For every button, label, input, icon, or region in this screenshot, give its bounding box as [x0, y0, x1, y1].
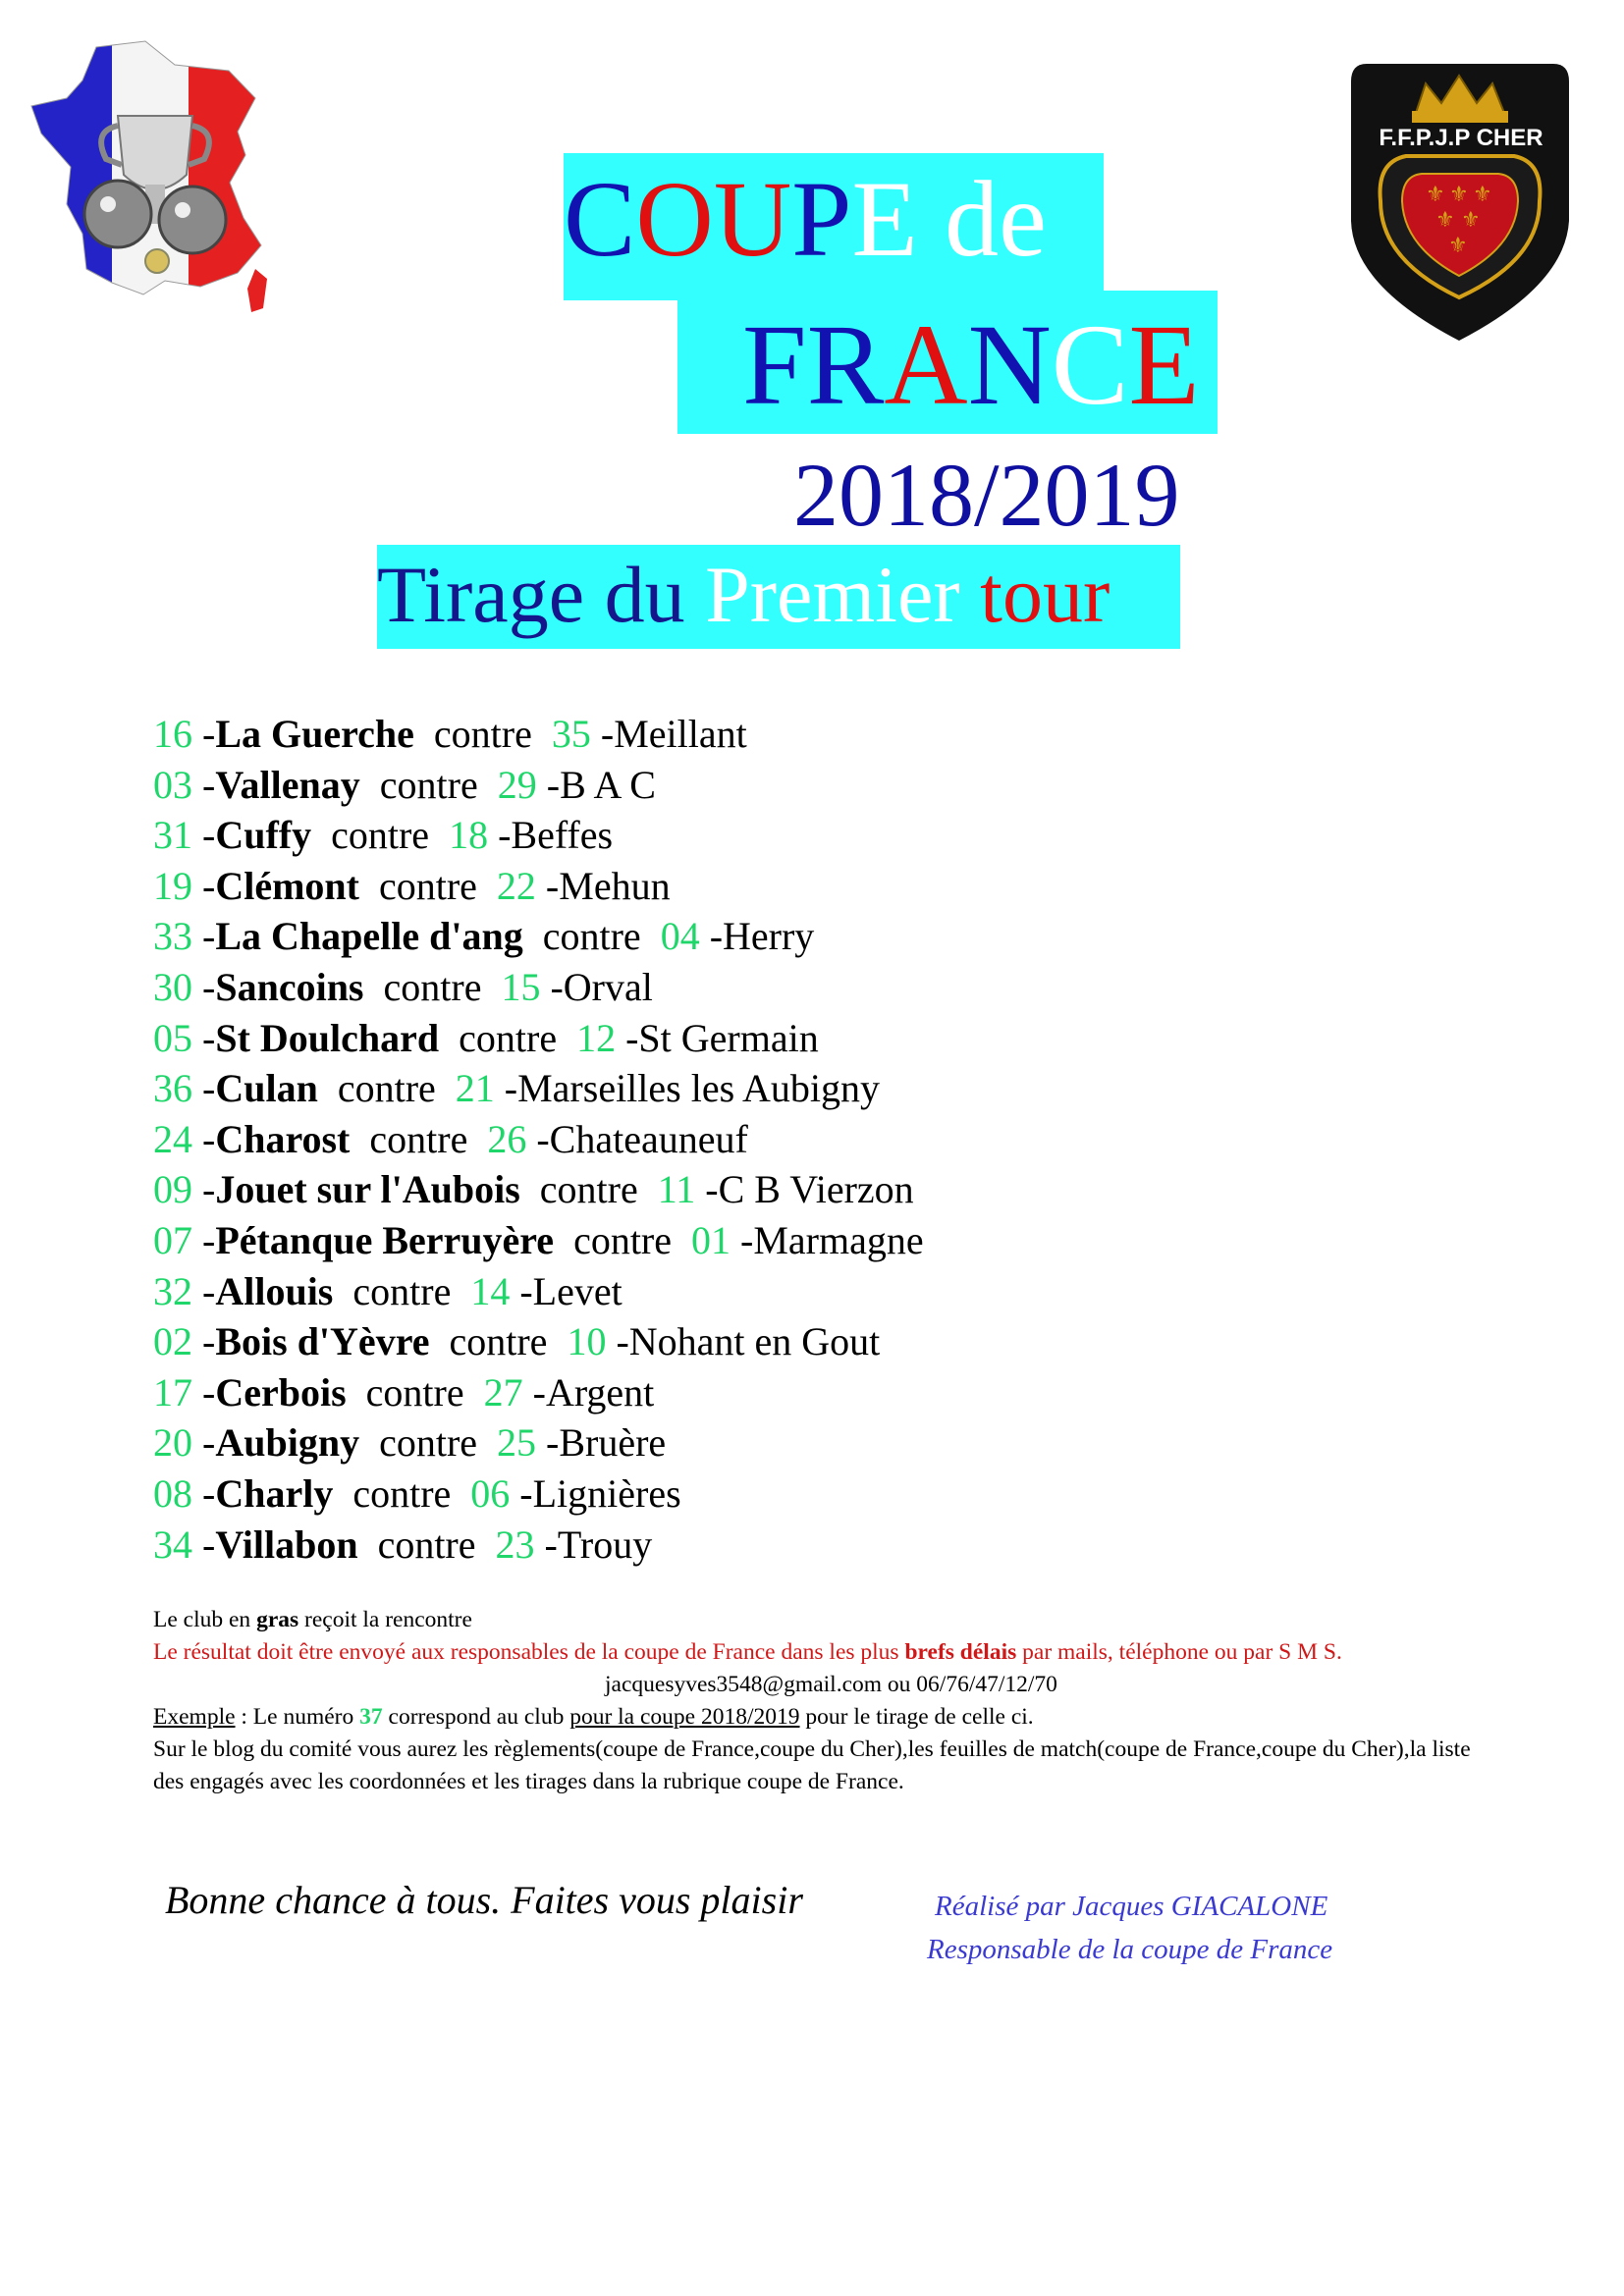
match-row: 33 -La Chapelle d'ang contre 04 -Herry [153, 914, 815, 959]
france-petanque-logo-icon [27, 37, 273, 322]
away-team-number: 18 [449, 813, 489, 858]
contact-line: jacquesyves3548@gmail.com ou 06/76/47/12/70 [605, 1672, 1057, 1697]
away-team-number: 29 [497, 762, 537, 807]
home-team-number: 19 [153, 863, 192, 908]
match-row: 08 -Charly contre 06 -Lignières [153, 1470, 681, 1516]
away-team-number: 06 [470, 1470, 511, 1516]
home-team-number: 30 [153, 964, 192, 1009]
home-team-name: Charost [215, 1116, 351, 1161]
away-team-name: Mehun [559, 863, 671, 908]
home-team-name: Cuffy [215, 813, 312, 858]
away-team-number: 01 [691, 1217, 731, 1262]
home-team-number: 07 [153, 1217, 192, 1262]
versus-label: contre [352, 1470, 452, 1516]
away-team-number: 22 [496, 863, 536, 908]
versus-label: contre [379, 762, 478, 807]
versus-label: contre [369, 1116, 468, 1161]
away-team-number: 04 [660, 914, 700, 959]
home-team-name: La Chapelle d'ang [215, 914, 523, 959]
versus-label: contre [383, 964, 482, 1009]
versus-label: contre [379, 1420, 478, 1466]
match-row: 20 -Aubigny contre 25 -Bruère [153, 1420, 667, 1466]
match-row: 05 -St Doulchard contre 12 -St Germain [153, 1015, 819, 1060]
away-team-number: 11 [657, 1167, 696, 1212]
svg-text:⚜: ⚜ [1461, 208, 1481, 233]
home-team-number: 32 [153, 1268, 192, 1313]
home-rule-note: Le club en gras reçoit la rencontre [153, 1607, 472, 1632]
home-team-number: 17 [153, 1369, 192, 1415]
versus-label: contre [573, 1217, 673, 1262]
away-team-number: 21 [455, 1066, 495, 1111]
away-team-number: 14 [470, 1268, 511, 1313]
away-team-name: Orval [563, 964, 653, 1009]
svg-text:⚜: ⚜ [1449, 183, 1469, 207]
away-team-name: Bruère [559, 1420, 667, 1466]
svg-text:⚜: ⚜ [1435, 208, 1455, 233]
home-team-name: La Guerche [215, 712, 414, 756]
away-team-name: Marseilles les Aubigny [517, 1066, 880, 1111]
good-luck-message: Bonne chance à tous. Faites vous plaisir [165, 1878, 803, 1922]
match-row: 24 -Charost contre 26 -Chateauneuf [153, 1116, 748, 1161]
away-team-number: 23 [495, 1522, 535, 1567]
home-team-number: 36 [153, 1066, 192, 1111]
match-row: 30 -Sancoins contre 15 -Orval [153, 964, 653, 1009]
example-note: Exemple : Le numéro 37 correspond au club pour la coupe 2018/2019 pour le tirage de celle ci. [153, 1704, 1034, 1730]
away-team-name: B A C [560, 762, 656, 807]
home-team-name: Allouis [215, 1268, 334, 1313]
versus-label: contre [449, 1319, 548, 1364]
versus-label: contre [433, 712, 532, 756]
svg-text:⚜: ⚜ [1473, 183, 1492, 207]
away-team-name: Meillant [614, 712, 747, 756]
svg-text:⚜: ⚜ [1426, 183, 1445, 207]
match-row: 31 -Cuffy contre 18 -Beffes [153, 813, 614, 858]
home-team-name: Pétanque Berruyère [215, 1217, 555, 1262]
home-team-number: 02 [153, 1319, 192, 1364]
home-team-number: 16 [153, 712, 192, 756]
versus-label: contre [539, 1167, 638, 1212]
match-row: 07 -Pétanque Berruyère contre 01 -Marmagne [153, 1217, 924, 1262]
home-team-number: 03 [153, 762, 192, 807]
away-team-number: 12 [576, 1015, 617, 1060]
home-team-name: Clémont [215, 863, 359, 908]
away-team-number: 15 [501, 964, 541, 1009]
versus-label: contre [352, 1268, 452, 1313]
away-team-name: Trouy [557, 1522, 653, 1567]
home-team-number: 08 [153, 1470, 192, 1516]
away-team-name: Lignières [532, 1470, 681, 1516]
away-team-name: Herry [723, 914, 815, 959]
home-team-number: 31 [153, 813, 192, 858]
home-team-name: St Doulchard [215, 1015, 440, 1060]
home-team-number: 34 [153, 1522, 192, 1567]
away-team-name: Nohant en Gout [628, 1319, 881, 1364]
home-team-name: Cerbois [215, 1369, 347, 1415]
versus-label: contre [331, 813, 430, 858]
away-team-name: Argent [545, 1369, 655, 1415]
away-team-name: Beffes [511, 813, 614, 858]
versus-label: contre [542, 914, 641, 959]
match-row: 17 -Cerbois contre 27 -Argent [153, 1369, 655, 1415]
versus-label: contre [365, 1369, 464, 1415]
away-team-name: St Germain [638, 1015, 819, 1060]
page-title-line1: COUPE de [564, 159, 1047, 279]
home-team-name: Sancoins [215, 964, 364, 1009]
home-team-name: Vallenay [215, 762, 360, 807]
versus-label: contre [337, 1066, 436, 1111]
home-team-number: 09 [153, 1167, 192, 1212]
away-team-name: Marmagne [753, 1217, 924, 1262]
match-row: 36 -Culan contre 21 -Marseilles les Aubigny [153, 1066, 880, 1111]
ffpjp-cher-crest-icon [1347, 54, 1573, 348]
versus-label: contre [377, 1522, 476, 1567]
match-row: 03 -Vallenay contre 29 -B A C [153, 762, 656, 807]
away-team-name: C B Vierzon [718, 1167, 914, 1212]
home-team-name: Aubigny [215, 1420, 360, 1466]
author-credit: Réalisé par Jacques GIACALONE Responsable de la coupe de France [927, 1891, 1333, 1965]
home-team-number: 20 [153, 1420, 192, 1466]
away-team-number: 10 [567, 1319, 607, 1364]
away-team-name: Chateauneuf [549, 1116, 748, 1161]
match-row: 16 -La Guerche contre 35 -Meillant [153, 712, 747, 756]
blog-note: Sur le blog du comité vous aurez les règlements(coupe de France,coupe du Cher),les feuilles de match(coupe de France,coupe du Cher),la liste des engagés avec les coordonnées et les tirages dans la rubrique coupe de France. [153, 1736, 1471, 1794]
notes-block [153, 1604, 1489, 1798]
match-row: 32 -Allouis contre 14 -Levet [153, 1268, 623, 1313]
away-team-number: 27 [483, 1369, 523, 1415]
season-label: 2018/2019 [793, 445, 1180, 545]
home-team-name: Villabon [215, 1522, 358, 1567]
away-team-name: Levet [532, 1268, 623, 1313]
home-team-name: Culan [215, 1066, 318, 1111]
crest-label: F.F.P.J.P CHER [1379, 125, 1543, 151]
away-team-number: 26 [487, 1116, 527, 1161]
svg-text:⚜: ⚜ [1448, 234, 1468, 258]
home-team-number: 05 [153, 1015, 192, 1060]
away-team-number: 35 [551, 712, 591, 756]
result-instructions: Le résultat doit être envoyé aux responsables de la coupe de France dans les plus brefs délais par mails, téléphone ou par S M S. [153, 1639, 1342, 1665]
home-team-name: Charly [215, 1470, 334, 1516]
match-row: 02 -Bois d'Yèvre contre 10 -Nohant en Gout [153, 1319, 881, 1364]
subtitle: Tirage du Premier tour [377, 550, 1110, 639]
match-row: 34 -Villabon contre 23 -Trouy [153, 1522, 653, 1567]
home-team-number: 24 [153, 1116, 192, 1161]
match-row: 09 -Jouet sur l'Aubois contre 11 -C B Vierzon [153, 1167, 914, 1212]
home-team-number: 33 [153, 914, 192, 959]
home-team-name: Jouet sur l'Aubois [215, 1167, 520, 1212]
versus-label: contre [459, 1015, 558, 1060]
home-team-name: Bois d'Yèvre [215, 1319, 430, 1364]
versus-label: contre [378, 863, 477, 908]
match-row: 19 -Clémont contre 22 -Mehun [153, 863, 671, 908]
match-list [153, 709, 924, 1570]
page-title-line2: FRANCE [742, 300, 1200, 429]
away-team-number: 25 [497, 1420, 537, 1466]
